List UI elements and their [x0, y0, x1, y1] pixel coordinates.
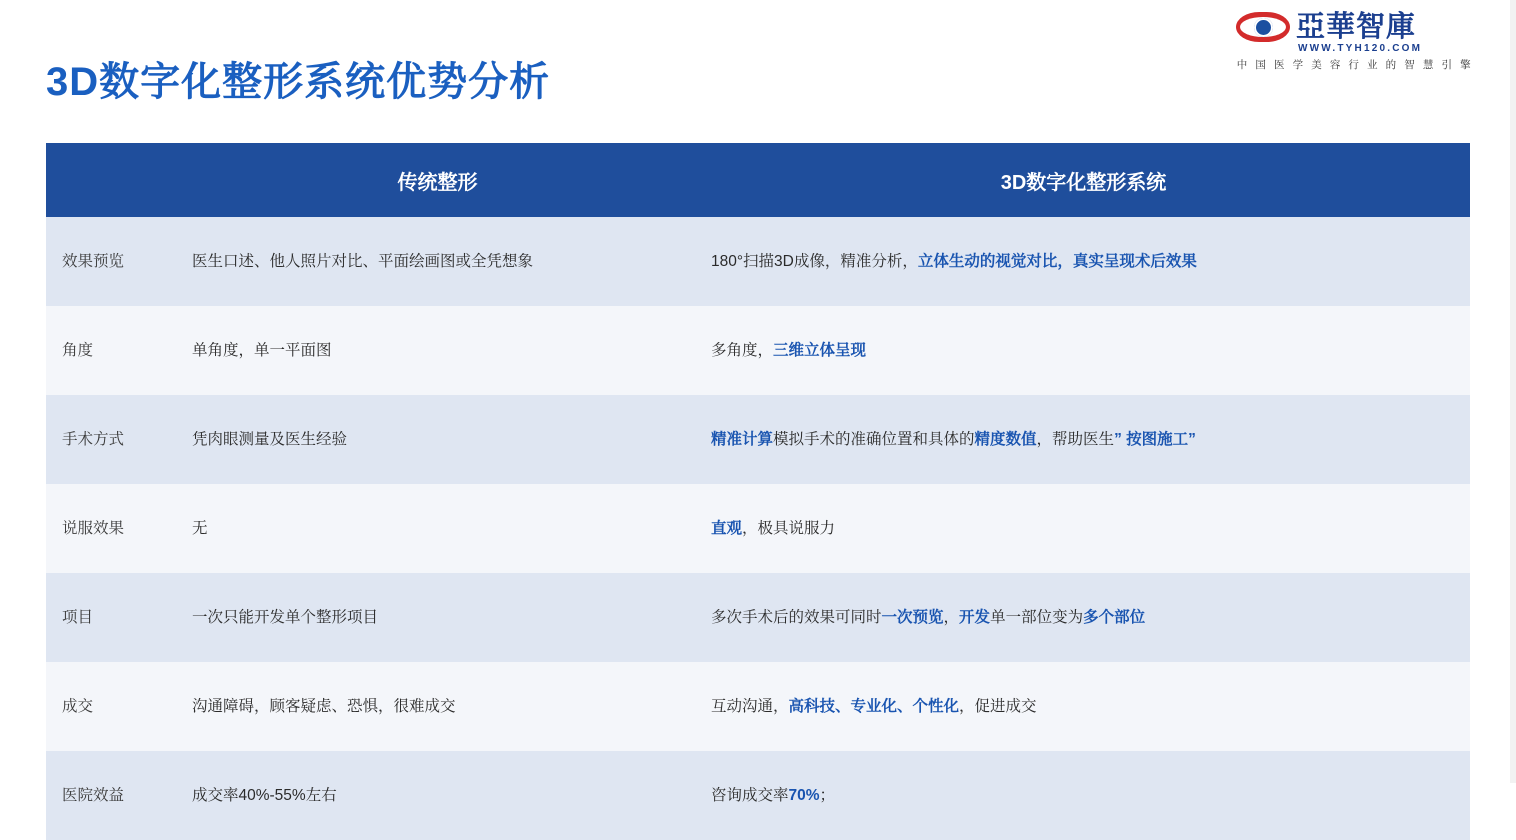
brand-logo-row: [1236, 12, 1416, 42]
table-row: [46, 662, 1470, 751]
comparison-table-wrap: [46, 143, 1470, 840]
highlighted-text: 开发: [959, 608, 991, 626]
row-traditional: 成交率40%-55%左右: [178, 751, 697, 840]
row-traditional: 单角度，单一平面图: [178, 306, 697, 395]
row-digital: [697, 306, 1470, 395]
row-label: 项目: [46, 573, 178, 662]
highlighted-text: 多个部位: [1083, 608, 1146, 626]
table-body: [46, 217, 1470, 840]
plain-text: ，促进成交: [959, 697, 1037, 715]
highlighted-text: 精度数值: [974, 430, 1037, 448]
table-head: [46, 143, 1470, 217]
right-edge-bar: [1510, 0, 1516, 783]
row-digital: [697, 395, 1470, 484]
row-label: 效果预览: [46, 217, 178, 306]
highlighted-text: 精准计算: [711, 430, 774, 448]
row-label: 手术方式: [46, 395, 178, 484]
highlighted-text: 一次预览: [881, 608, 944, 626]
row-digital: [697, 662, 1470, 751]
brand-logo: [1236, 12, 1474, 70]
highlighted-text: 三维立体呈现: [773, 341, 867, 359]
row-traditional: 沟通障碍，顾客疑虑、恐惧，很难成交: [178, 662, 697, 751]
highlighted-text: 直观: [711, 519, 743, 537]
row-traditional: 一次只能开发单个整形项目: [178, 573, 697, 662]
row-label: 成交: [46, 662, 178, 751]
table-row: [46, 395, 1470, 484]
plain-text: 模拟手术的准确位置和具体的: [773, 430, 975, 448]
row-label: 角度: [46, 306, 178, 395]
brand-tagline: 中 国 医 学 美 容 行 业 的 智 慧 引 擎: [1236, 59, 1474, 71]
row-traditional: 凭肉眼测量及医生经验: [178, 395, 697, 484]
plain-text: ；: [819, 786, 836, 804]
plain-text: ，帮助医生: [1036, 430, 1115, 448]
table-header-row: [46, 143, 1470, 217]
plain-text: 180°扫描3D成像，精准分析，: [711, 252, 918, 270]
eye-globe-icon: [1236, 12, 1290, 42]
row-traditional: 医生口述、他人照片对比、平面绘画图或全凭想象: [178, 217, 697, 306]
highlighted-text: ” 按图施工”: [1114, 430, 1196, 448]
row-digital: [697, 217, 1470, 306]
table-row: [46, 484, 1470, 573]
row-digital: [697, 573, 1470, 662]
brand-url: WWW.TYH120.COM: [1298, 43, 1423, 54]
row-traditional: 无: [178, 484, 697, 573]
plain-text: 多次手术后的效果可同时: [711, 608, 882, 626]
highlighted-text: 70%: [788, 786, 820, 804]
row-label: 说服效果: [46, 484, 178, 573]
table-header-traditional: 传统整形: [178, 143, 697, 217]
highlighted-text: 高科技、专业化、个性化: [788, 697, 960, 715]
plain-text: 单一部位变为: [990, 608, 1084, 626]
plain-text: 咨询成交率: [711, 786, 789, 804]
plain-text: 互动沟通，: [711, 697, 789, 715]
table-row: [46, 573, 1470, 662]
row-label: 医院效益: [46, 751, 178, 840]
table-header-blank: [46, 143, 178, 217]
table-row: [46, 306, 1470, 395]
row-digital: [697, 751, 1470, 840]
brand-name: 亞華智庫: [1296, 10, 1417, 43]
row-digital: [697, 484, 1470, 573]
plain-text: ，: [943, 608, 960, 626]
plain-text: 多角度，: [711, 341, 774, 359]
comparison-table: [46, 143, 1470, 840]
highlighted-text: 立体生动的视觉对比，真实呈现术后效果: [917, 252, 1197, 270]
table-header-digital: 3D数字化整形系统: [697, 143, 1470, 217]
page-title: 3D数字化整形系统优势分析: [46, 60, 551, 104]
table-row: [46, 751, 1470, 840]
plain-text: ，极具说服力: [742, 519, 836, 537]
table-row: [46, 217, 1470, 306]
